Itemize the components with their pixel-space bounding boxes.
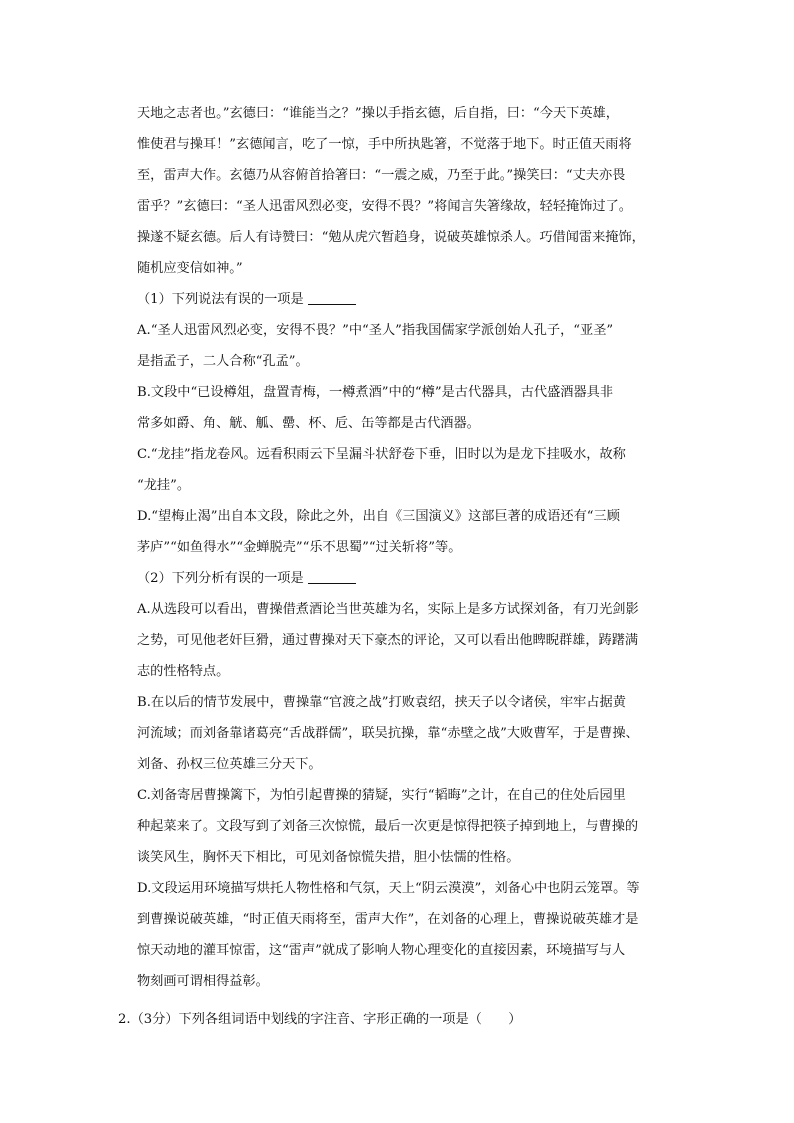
passage-line: 操遂不疑玄德。后人有诗赞曰：“勉从虎穴暂趋身，说破英雄惊杀人。巧借闻雷来掩饰，	[137, 230, 645, 245]
option-a-line: 之势，可见他老奸巨猾，通过曹操对天下豪杰的评论，又可以看出他睥睨群雄，踌躇满	[137, 633, 639, 648]
option-c-line: C.“龙挂”指龙卷风。远看积雨云下呈漏斗状舒卷下垂，旧时以为是龙下挂吸水，故称	[137, 447, 626, 462]
passage-line: 至，雷声大作。玄德乃从容俯首拾箸曰：“一震之威，乃至于此。”操笑曰：“丈夫亦畏	[137, 168, 626, 183]
option-d-line: 茅庐”“如鱼得水”“金蝉脱壳”“乐不思蜀”“过关斩将”等。	[137, 540, 462, 555]
question-1-stem	[137, 284, 692, 315]
question-2-stem-text: （2）下列分析有误的一项是	[137, 571, 304, 586]
option-b-line: 常多如爵、角、觥、觚、罍、杯、卮、缶等都是古代酒器。	[137, 416, 480, 431]
question-2-stem	[137, 563, 692, 594]
option-b-line: B.文段中“已设樽俎，盘置青梅，一樽煮酒”中的“樽”是古代器具，古代盛酒器具非	[137, 385, 614, 400]
option-d-line: 惊天动地的灌耳惊雷，这“雷声”就成了影响人物心理变化的直接因素，环境描写与人	[137, 943, 626, 958]
option-d-line: D.“望梅止渴”出自本文段，除此之外，出自《三国演义》这部巨著的成语还有“三顾	[137, 509, 620, 524]
question-2-heading: 2.（3分）下列各组词语中划线的字注音、字形正确的一项是（ ）	[118, 1012, 522, 1027]
option-d-line: 到曹操说破英雄，“时正值天雨将至，雷声大作”，在刘备的心理上，曹操说破英雄才是	[137, 912, 639, 927]
passage-line: 惟使君与操耳！”玄德闻言，吃了一惊，手中所执匙箸，不觉落于地下。时正值天雨将	[137, 137, 632, 152]
option-c-line: C.刘备寄居曹操篱下，为怕引起曹操的猜疑，实行“韬晦”之计，在自己的住处后园里	[137, 788, 626, 803]
option-d-line: 物刻画可谓相得益彰。	[137, 974, 269, 989]
passage-line: 雷乎？”玄德曰：“圣人迅雷风烈必变，安得不畏？”将闻言失箸缘故，轻轻掩饰过了。	[137, 199, 632, 214]
answer-blank	[308, 290, 356, 305]
passage	[137, 98, 692, 284]
passage-line: 随机应变信如神。”	[137, 261, 243, 276]
option-d-line: D.文段运用环境描写烘托人物性格和气氛，天上“阴云漠漠”，刘备心中也阴云笼罩。等	[137, 881, 640, 896]
option-a-line: 志的性格特点。	[137, 664, 230, 679]
option-a-line: A.从选段可以看出，曹操借煮酒论当世英雄为名，实际上是多方试探刘备，有刀光剑影	[137, 602, 639, 617]
option-a-line: 是指孟子，二人合称“孔孟”。	[137, 354, 309, 369]
answer-blank	[308, 569, 356, 584]
option-b-line: 刘备、孙权三位英雄三分天下。	[137, 757, 322, 772]
option-c-line: 谈笑风生，胸怀天下相比，可见刘备惊慌失措，胆小怯懦的性格。	[137, 850, 520, 865]
option-c-line: “龙挂”。	[137, 478, 191, 493]
question-1	[137, 284, 692, 563]
question-1-stem-text: （1）下列说法有误的一项是	[137, 292, 304, 307]
passage-line: 天地之志者也。”玄德曰：“谁能当之？”操以手指玄德，后自指，曰：“今天下英雄，	[137, 106, 619, 121]
option-a-line: A.“圣人迅雷风烈必变，安得不畏？”中“圣人”指我国儒家学派创始人孔子，“亚圣”	[137, 323, 614, 338]
option-b-line: 河流域；而刘备靠诸葛亮“舌战群儒”，联吴抗操，靠“赤壁之战”大败曹军，于是曹操、	[137, 726, 639, 741]
option-b-line: B.在以后的情节发展中，曹操靠“官渡之战”打败袁绍，挟天子以令诸侯，牢牢占据黄	[137, 695, 626, 710]
option-c-line: 种起菜来了。文段写到了刘备三次惊慌，最后一次更是惊得把筷子掉到地上，与曹操的	[137, 819, 639, 834]
question-2	[137, 563, 692, 997]
